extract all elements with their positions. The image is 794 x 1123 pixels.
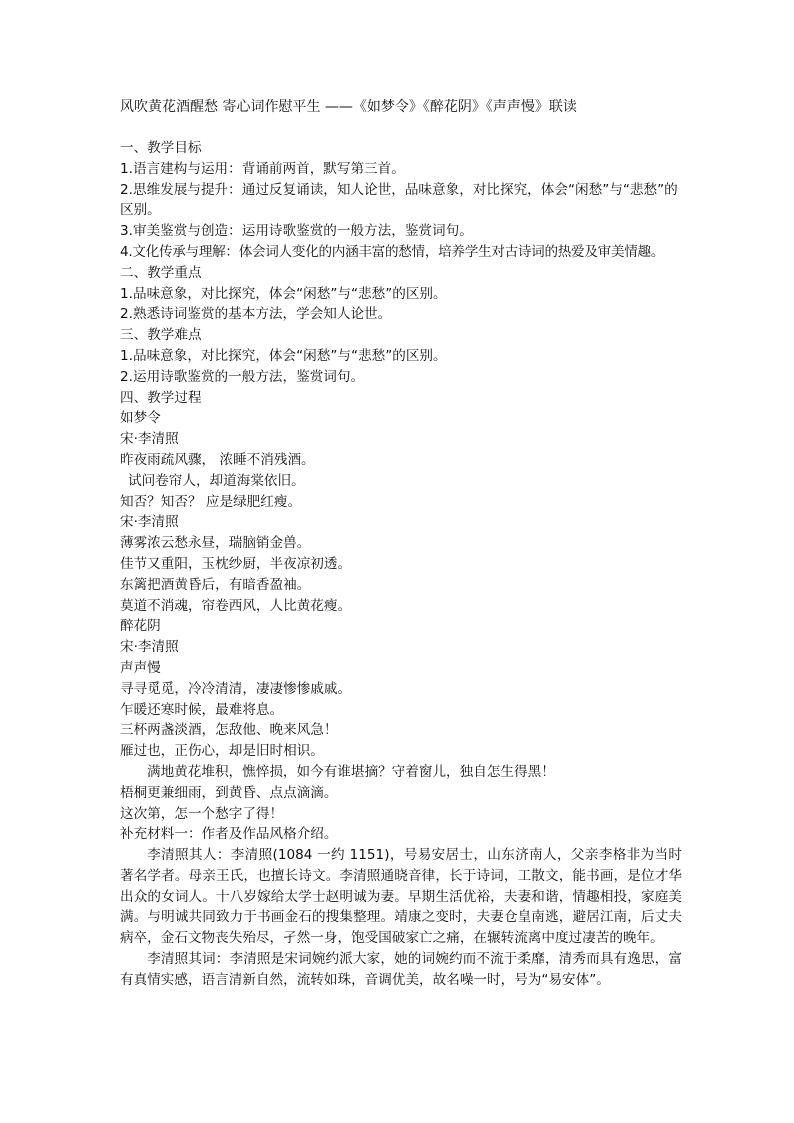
supplement-paragraph-style: 李清照其词：李清照是宋词婉约派大家，她的词婉约而不流于柔靡，清秀而具有逸思，富有真情实感，语言清新自然，流转如珠，音调优美，故名噪一时，号为“易安体”。 xyxy=(120,951,682,988)
poem-line: 寻寻觅觅，冷冷清清，凄凄惨惨戚戚。 xyxy=(120,680,352,697)
poem-line: 莫道不消魂，帘卷西风，人比黄花瘦。 xyxy=(120,597,352,614)
section-heading-process: 四、教学过程 xyxy=(120,389,202,406)
document-body xyxy=(120,138,682,991)
supplement-heading: 补充材料一：作者及作品风格介绍。 xyxy=(120,826,338,843)
poem-author: 宋·李清照 xyxy=(120,431,179,448)
poem-line: 雁过也，正伤心，却是旧时相识。 xyxy=(120,743,324,760)
poem-line: 薄雾浓云愁永昼，瑞脑销金兽。 xyxy=(120,535,311,552)
focus-item: 2.熟悉诗词鉴赏的基本方法，学会知人论世。 xyxy=(120,306,392,323)
poem-title-shengshengman: 声声慢 xyxy=(120,659,161,676)
difficulty-item: 2.运用诗歌鉴赏的一般方法，鉴赏词句。 xyxy=(120,368,365,385)
poem-line: 三杯两盏淡酒，怎敌他、晚来风急！ xyxy=(120,722,338,739)
poem-line: 梧桐更兼细雨，到黄昏、点点滴滴。 xyxy=(120,784,338,801)
supplement-paragraph-author: 李清照其人：李清照(1084 一约 1151)，号易安居士，山东济南人，父亲李格非为当时著名学者。母亲王氏，也擅长诗文。李清照通晓音律，长于诗词，工散文，能书画，是位才华出众的女词人。十八岁嫁给太学士赵明诚为妻。早期生活优裕，夫妻和谐，情趣相投，家庭美满。与明诚共同致力于书画金石的搜集整理。靖康之变时，夫妻仓皇南逃，避居江南，后丈夫病卒，金石文物丧失殆尽，孑然一身，饱受国破家亡之痛，在辗转流离中度过凄苦的晚年。 xyxy=(120,847,682,947)
difficulty-item: 1.品味意象，对比探究，体会“闲愁”与“悲愁”的区别。 xyxy=(120,347,447,364)
poem-line: 乍暖还寒时候，最难将息。 xyxy=(120,701,284,718)
poem-line: 满地黄花堆积，憔悴损，如今有谁堪摘？守着窗儿，独自怎生得黑！ xyxy=(147,763,555,780)
section-heading-focus: 二、教学重点 xyxy=(120,264,202,281)
poem-line: 佳节又重阳，玉枕纱厨，半夜凉初透。 xyxy=(120,555,352,572)
goal-item: 1.语言建构与运用：背诵前两首，默写第三首。 xyxy=(120,160,405,177)
poem-line: 东篱把酒黄昏后，有暗香盈袖。 xyxy=(120,576,311,593)
poem-title-zuihuayin: 醉花阴 xyxy=(120,618,161,635)
section-heading-goals: 一、教学目标 xyxy=(120,140,202,156)
focus-item: 1.品味意象，对比探究，体会“闲愁”与“悲愁”的区别。 xyxy=(120,285,447,302)
poem-line: 这次第，怎一个愁字了得！ xyxy=(120,805,284,822)
poem-line: 昨夜雨疏风骤， 浓睡不消残酒。 xyxy=(120,451,315,468)
poem-author: 宋·李清照 xyxy=(120,639,179,656)
document-title: 风吹黄花酒醒愁 寄心词作慰平生 ——《如梦令》《醉花阴》《声声慢》联读 xyxy=(120,99,577,115)
poem-author: 宋·李清照 xyxy=(120,514,179,531)
goal-item: 3.审美鉴赏与创造：运用诗歌鉴赏的一般方法，鉴赏词句。 xyxy=(120,223,473,240)
poem-line: 知否？知否？ 应是绿肥红瘦。 xyxy=(120,493,302,510)
goal-item: 2.思维发展与提升：通过反复诵读，知人论世，品味意象，对比探究，体会“闲愁”与“悲愁”的区别。 xyxy=(120,181,678,219)
section-heading-difficulty: 三、教学难点 xyxy=(120,327,202,344)
poem-title-rumengling: 如梦令 xyxy=(120,410,161,427)
poem-line: 试问卷帘人，却道海棠依旧。 xyxy=(128,472,305,489)
goal-item: 4.文化传承与理解：体会词人变化的内涵丰富的愁情，培养学生对古诗词的热爱及审美情趣。 xyxy=(120,243,665,260)
